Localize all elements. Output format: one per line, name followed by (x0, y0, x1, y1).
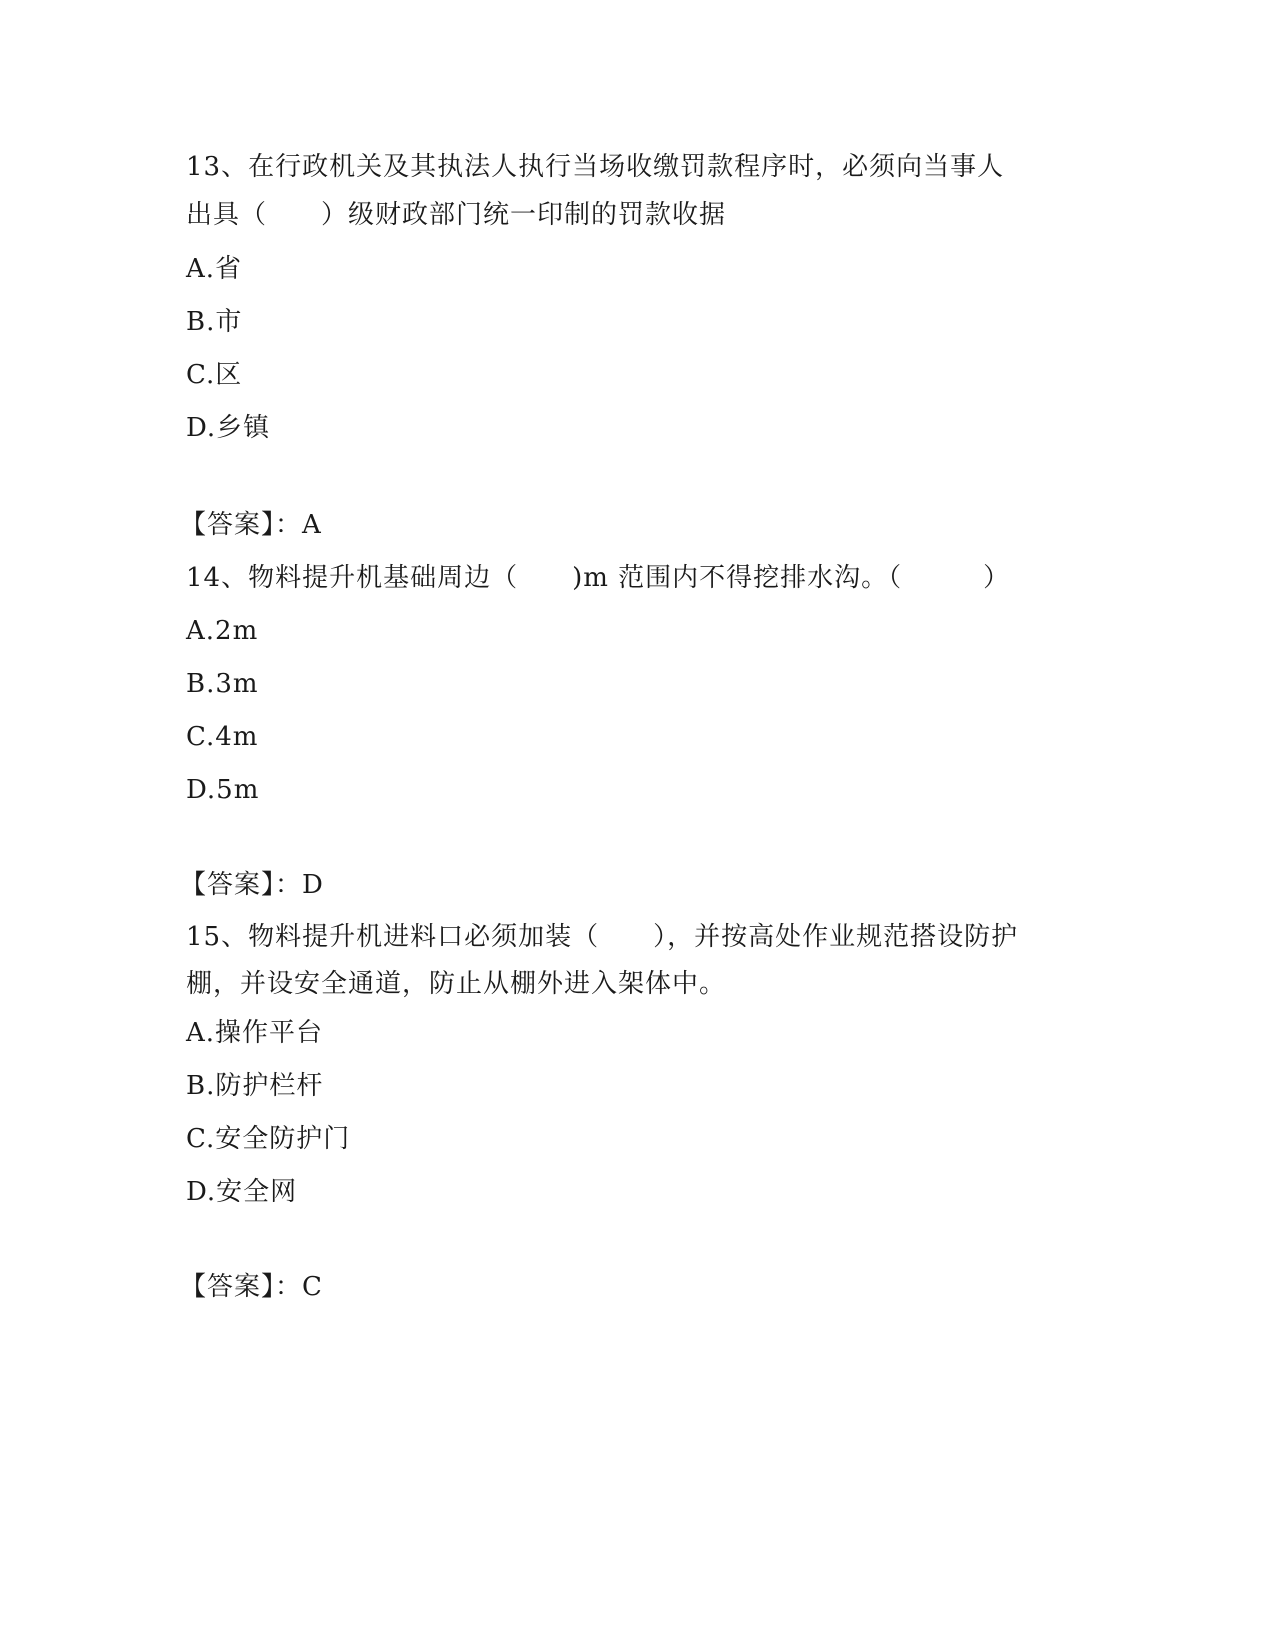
question-15-option-a: A.操作平台 (186, 1018, 324, 1048)
question-13-option-c: C.区 (186, 360, 243, 390)
question-15-option-d: D.安全网 (186, 1177, 298, 1207)
question-14-option-d: D.5m (186, 775, 260, 805)
question-13-option-d: D.乡镇 (186, 413, 271, 443)
question-15-option-b: B.防护栏杆 (186, 1071, 324, 1101)
question-14-answer: 【答案】：D (180, 870, 324, 900)
question-13-option-b: B.市 (186, 307, 243, 337)
question-13-stem-line-2: 出具（ ）级财政部门统一印制的罚款收据 (186, 200, 727, 230)
question-14-option-a: A.2m (186, 616, 259, 646)
question-13-stem-line-1: 13、在行政机关及其执法人执行当场收缴罚款程序时，必须向当事人 (186, 152, 1005, 182)
question-15-stem-line-2: 棚，并设安全通道，防止从棚外进入架体中。 (186, 969, 727, 999)
question-13-option-a: A.省 (186, 254, 243, 284)
question-13-answer: 【答案】：A (180, 510, 322, 540)
question-15-stem-line-1: 15、物料提升机进料口必须加装（ ），并按高处作业规范搭设防护 (186, 922, 1019, 952)
question-14-option-b: B.3m (186, 669, 259, 699)
question-14-stem-line-1: 14、物料提升机基础周边（ )m 范围内不得挖排水沟。（ ） (186, 563, 1011, 593)
question-14-option-c: C.4m (186, 722, 259, 752)
question-15-answer: 【答案】：C (180, 1272, 323, 1302)
question-15-option-c: C.安全防护门 (186, 1124, 351, 1154)
